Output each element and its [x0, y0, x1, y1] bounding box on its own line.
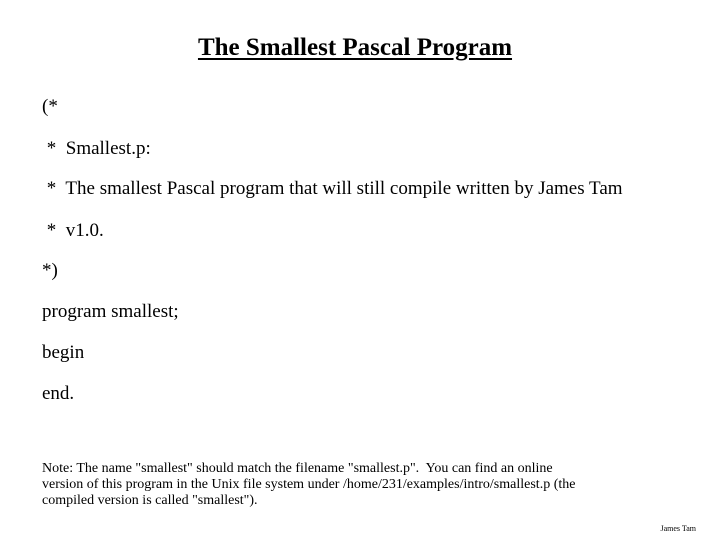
- code-comment-close: *): [42, 260, 58, 281]
- code-program-header: program smallest;: [42, 301, 179, 322]
- footer-author: James Tam: [660, 524, 696, 533]
- note-line-1: Note: The name "smallest" should match the filename "smallest.p". You can find an online: [42, 461, 553, 476]
- note-line-2: version of this program in the Unix file system under /home/231/examples/intro/smallest.p (the: [42, 477, 576, 492]
- code-comment-open: (*: [42, 96, 58, 117]
- slide-title: The Smallest Pascal Program: [197, 34, 513, 61]
- code-comment-version: * v1.0.: [42, 220, 104, 241]
- code-comment-filename: * Smallest.p:: [42, 138, 151, 159]
- code-begin: begin: [42, 342, 85, 363]
- note-line-3: compiled version is called "smallest").: [42, 493, 258, 508]
- code-comment-description: * The smallest Pascal program that will still compile written by James Tam: [42, 178, 623, 199]
- code-end: end.: [42, 383, 75, 404]
- note-text: [42, 461, 682, 509]
